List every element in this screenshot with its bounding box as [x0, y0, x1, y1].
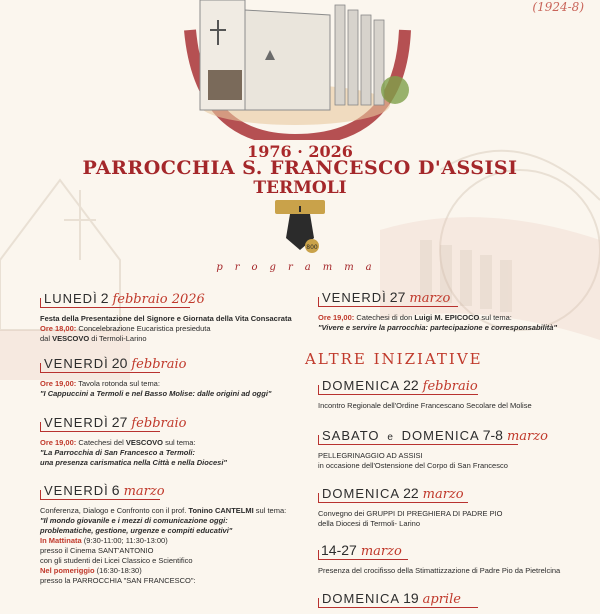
- church-emblem-illustration: [170, 0, 420, 140]
- event-weekday: SABATO: [322, 428, 380, 443]
- event-text: Conferenza, Dialogo e Confronto con il prof.: [40, 506, 189, 515]
- event-text: con gli studenti dei Licei Classico e Scientifico: [40, 556, 193, 565]
- event-time: Ore 18,00:: [40, 324, 77, 333]
- event-text: sul tema:: [163, 438, 196, 447]
- event-line: [40, 334, 292, 344]
- event-line: [40, 314, 292, 324]
- event-line: [40, 389, 271, 399]
- event-weekday: VENERDÌ: [44, 356, 109, 371]
- event-day-number: 6: [111, 482, 120, 498]
- event-day-number: 7-8: [482, 427, 503, 443]
- event-month: febbraio: [131, 416, 187, 431]
- event-line: [40, 448, 227, 458]
- event-theme: "Vivere e servire la parrocchia: partecipazione e corresponsabilità": [318, 323, 558, 332]
- event-date-header: [318, 375, 478, 397]
- altre-iniziative-heading: ALTRE INIZIATIVE: [305, 350, 483, 368]
- event-text: in occasione dell'Ostensione del Corpo di San Francesco: [318, 461, 508, 470]
- event-line: [318, 313, 557, 323]
- event-highlight: VESCOVO: [52, 334, 90, 343]
- event-month: marzo: [360, 544, 402, 559]
- date-underline: [318, 607, 478, 608]
- event-description: [318, 566, 560, 576]
- event-text: sul tema:: [253, 506, 287, 515]
- date-underline: [40, 431, 160, 432]
- event-text: presso il Cinema SANT'ANTONIO: [40, 546, 154, 555]
- event-text: (16:30-18:30): [94, 566, 142, 575]
- event-highlight: Tonino CANTELMI: [188, 506, 254, 515]
- left-event: [40, 480, 286, 586]
- programma-heading: programma: [216, 262, 384, 273]
- event-time: Nel pomeriggio: [40, 566, 95, 575]
- event-description: [40, 379, 271, 399]
- event-line: [40, 546, 286, 556]
- event-time: In Mattinata: [40, 536, 82, 545]
- event-day-number: 27: [389, 289, 406, 305]
- year-tag: (1924-8): [532, 0, 584, 14]
- event-date-header: [40, 480, 165, 502]
- event-day-number: 27: [111, 414, 128, 430]
- event-line: [318, 451, 548, 461]
- event-conjunction: e: [383, 432, 398, 443]
- event-theme: "I Cappuccini a Termoli e nel Basso Molise: dalle origini ad oggi": [40, 389, 272, 398]
- event-line: [40, 566, 286, 576]
- event-theme: una presenza carismatica nella Città e nella Diocesi": [40, 458, 227, 467]
- event-text: Catechesi di don: [354, 313, 415, 322]
- event-line: [40, 458, 227, 468]
- event-theme: "La Parrocchia di San Francesco a Termoli:: [40, 448, 195, 457]
- event-line: [318, 519, 503, 529]
- left-event: [40, 412, 227, 468]
- date-underline: [318, 306, 458, 307]
- event-text: (9:30-11:00; 11:30-13:00): [81, 536, 168, 545]
- event-highlight: Luigi M. EPICOCO: [414, 313, 480, 322]
- event-text: Incontro Regionale dell'Ordine Francescano Secolare del Molise: [318, 401, 532, 410]
- event-text: dal: [40, 334, 53, 343]
- event-day-number: 22: [403, 485, 419, 501]
- event-day-number: 19: [403, 590, 419, 606]
- event-line: [40, 556, 286, 566]
- event-weekday: LUNEDÌ: [44, 291, 98, 306]
- event-text: sul tema:: [479, 313, 512, 322]
- event-month: aprile: [422, 592, 461, 607]
- event-month: marzo: [123, 484, 165, 499]
- date-underline: [40, 307, 190, 308]
- event-text: Tavola rotonda sul tema:: [76, 379, 160, 388]
- event-line: [40, 438, 227, 448]
- left-event: [40, 288, 292, 344]
- date-underline: [40, 372, 160, 373]
- event-weekday-2: DOMENICA: [401, 428, 480, 443]
- event-day-number: 14-27: [321, 542, 357, 558]
- event-month: marzo: [409, 291, 451, 306]
- event-month: febbraio 2026: [112, 292, 205, 307]
- event-date-header: [318, 540, 402, 562]
- event-description: [40, 438, 227, 468]
- event-text: Presenza del crocifisso della Stimattizzazione di Padre Pio da Pietrelcina: [318, 566, 561, 575]
- event-month: febbraio: [422, 379, 478, 394]
- event-line: [40, 576, 286, 586]
- event-weekday: DOMENICA: [322, 378, 401, 393]
- event-date-header: [40, 353, 186, 375]
- altre-event: [318, 425, 548, 471]
- event-time: Ore 19,00:: [40, 438, 77, 447]
- date-underline: [40, 499, 160, 500]
- event-text: Catechesi del: [76, 438, 126, 447]
- event-line: [40, 379, 271, 389]
- event-text: di Termoli-Larino: [89, 334, 147, 343]
- event-line: [40, 536, 286, 546]
- event-description: [318, 401, 532, 411]
- event-line: [318, 566, 560, 576]
- date-tick: [318, 550, 319, 560]
- event-date-header: [318, 425, 548, 447]
- altre-event: [318, 483, 503, 529]
- event-text: Convegno dei GRUPPI DI PREGHIERA DI PADRE PIO: [318, 509, 503, 518]
- event-line: [318, 461, 548, 471]
- event-time: Ore 19,00:: [318, 313, 355, 322]
- event-time: Ore 19,00:: [40, 379, 77, 388]
- parish-title: PARROCCHIA S. FRANCESCO D'ASSISI: [82, 157, 518, 179]
- event-description: [40, 506, 286, 586]
- altre-event: [318, 540, 560, 576]
- event-date-header: [318, 287, 450, 309]
- date-underline: [318, 444, 518, 445]
- event-line: [40, 516, 286, 526]
- anniversary-dates: 1976 · 2026: [247, 142, 353, 161]
- event-weekday: DOMENICA: [322, 486, 401, 501]
- event-day-number: 22: [403, 377, 419, 393]
- date-underline: [318, 559, 408, 560]
- event-description: [318, 313, 557, 333]
- event-theme: problematiche, gestione, urgenze e compiti educativi": [40, 526, 233, 535]
- event-date-header: [318, 483, 464, 505]
- event-line: [318, 323, 557, 333]
- left-event: [40, 353, 271, 399]
- city-title: TERMOLI: [253, 178, 347, 198]
- event-line: [318, 401, 532, 411]
- event-text: della Diocesi di Termoli- Larino: [318, 519, 420, 528]
- altre-event: [318, 375, 532, 411]
- right-event: [318, 287, 557, 333]
- date-underline: [318, 502, 468, 503]
- event-text: presso la PARROCCHIA "SAN FRANCESCO":: [40, 576, 196, 585]
- event-day-number: 2: [100, 290, 109, 306]
- event-day-number: 20: [111, 355, 128, 371]
- event-line: [40, 526, 286, 536]
- event-date-header: [40, 412, 186, 434]
- event-weekday: VENERDÌ: [44, 415, 109, 430]
- event-month: marzo: [422, 487, 464, 502]
- event-weekday: VENERDÌ: [44, 483, 109, 498]
- date-underline: [318, 394, 478, 395]
- altre-event: [318, 588, 461, 614]
- event-description: [40, 314, 292, 344]
- event-text: Concelebrazione Eucaristica presieduta: [76, 324, 211, 333]
- event-date-header: [318, 588, 461, 610]
- event-description: [318, 509, 503, 529]
- event-line: [318, 509, 503, 519]
- event-weekday: VENERDÌ: [322, 290, 387, 305]
- seal-label: 800: [306, 244, 318, 251]
- franciscan-800-seal: [270, 198, 330, 256]
- event-line: [40, 324, 292, 334]
- event-theme: "Il mondo giovanile e i mezzi di comunicazione oggi:: [40, 516, 228, 525]
- event-line: [40, 506, 286, 516]
- event-text: PELLEGRINAGGIO AD ASSISI: [318, 451, 423, 460]
- event-title-text: Festa della Presentazione del Signore e Giornata della Vita Consacrata: [40, 314, 292, 323]
- event-month: febbraio: [131, 357, 187, 372]
- event-date-header: [40, 288, 205, 310]
- event-highlight: VESCOVO: [125, 438, 163, 447]
- event-description: [318, 451, 548, 471]
- event-weekday: DOMENICA: [322, 591, 401, 606]
- event-month: marzo: [506, 429, 548, 444]
